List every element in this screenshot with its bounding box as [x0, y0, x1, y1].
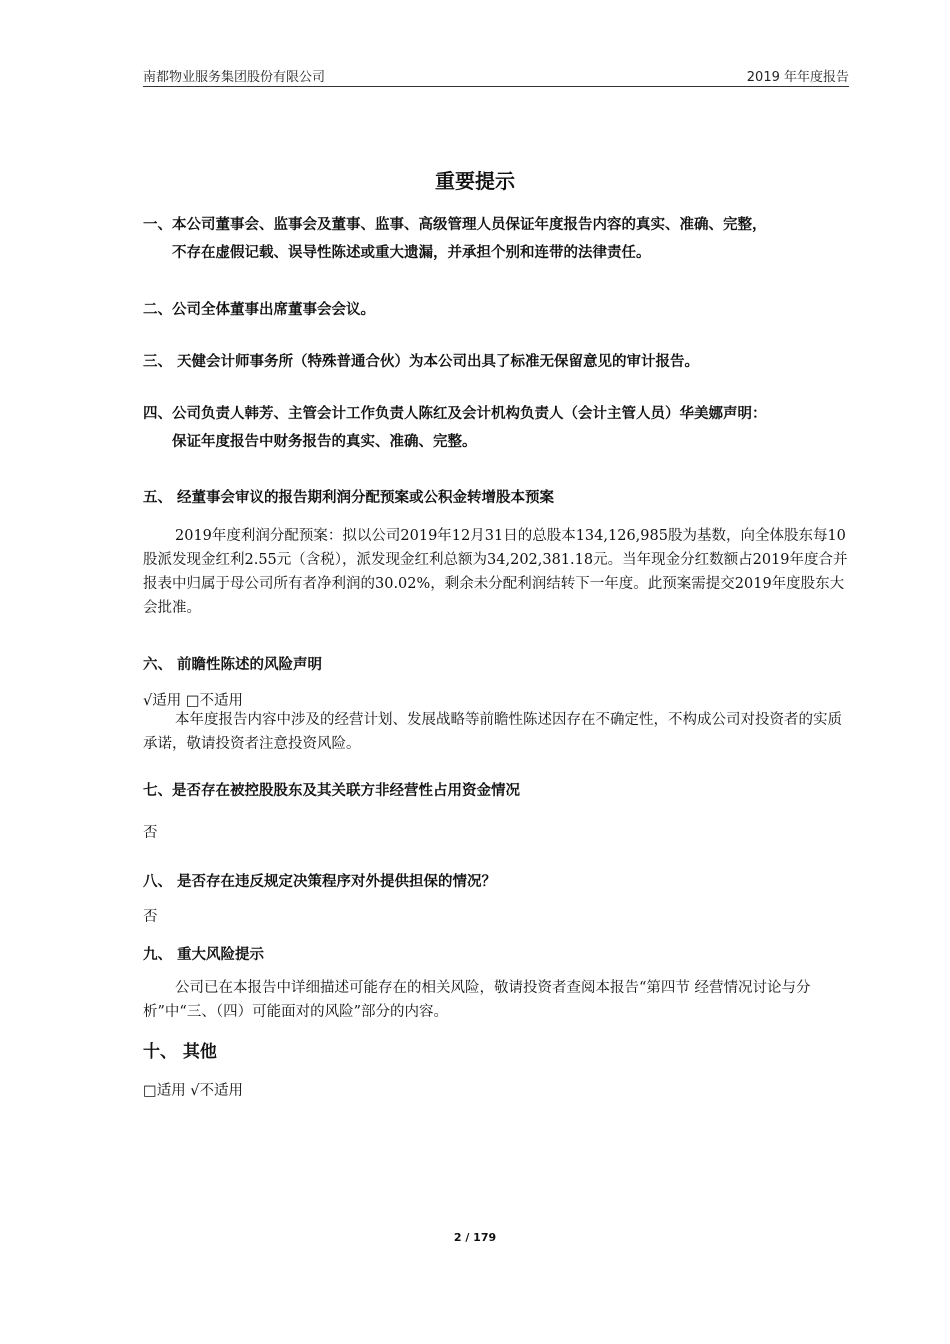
- section-10-applicable: □适用 √不适用: [143, 1083, 244, 1099]
- section-1: [143, 211, 853, 267]
- section-5-body: 2019年度利润分配预案：拟以公司2019年12月31日的总股本134,126,985股为基数，向全体股东每10股派发现金红利2.55元（含税），派发现金红利总额为34,202,381.18元。当年现金分红数额占2019年度合并报表中归属于母公司所有者净利润的30.02%，剩余未分配利润结转下一年度。此预案需提交2019年度股东大会批准。: [143, 528, 848, 616]
- section-8-answer: 否: [143, 909, 158, 925]
- page-number: 2 / 179: [453, 1231, 497, 1244]
- section-6-heading: 六、 前瞻性陈述的风险声明: [143, 657, 323, 673]
- section-6-body: 本年度报告内容中涉及的经营计划、发展战略等前瞻性陈述因存在不确定性，不构成公司对投资者的实质承诺，敬请投资者注意投资风险。: [143, 712, 842, 752]
- section-7-heading: 七、是否存在被控股股东及其关联方非经营性占用资金情况: [143, 783, 520, 799]
- header-company: 南都物业服务集团股份有限公司: [143, 70, 326, 85]
- section-4: [143, 400, 853, 456]
- section-1-line1: 一、本公司董事会、监事会及董事、监事、高级管理人员保证年度报告内容的真实、准确、完整，: [143, 217, 767, 233]
- section-2: 二、公司全体董事出席董事会会议。: [143, 302, 375, 318]
- section-5-heading: 五、 经董事会审议的报告期利润分配预案或公积金转增股本预案: [143, 490, 555, 506]
- section-1-line2: 不存在虚假记载、误导性陈述或重大遗漏，并承担个别和连带的法律责任。: [172, 245, 651, 261]
- section-9-body: 公司已在本报告中详细描述可能存在的相关风险，敬请投资者查阅本报告“第四节 经营情况讨论与分析”中“三、（四）可能面对的风险”部分的内容。: [143, 980, 811, 1020]
- section-3: 三、 天健会计师事务所（特殊普通合伙）为本公司出具了标准无保留意见的审计报告。: [143, 354, 700, 370]
- section-8-heading: 八、 是否存在违反规定决策程序对外提供担保的情况？: [143, 874, 497, 890]
- section-4-line1: 四、公司负责人韩芳、主管会计工作负责人陈红及会计机构负责人（会计主管人员）华美娜声明：: [143, 406, 767, 422]
- section-6-applicable: √适用 □不适用: [143, 693, 244, 709]
- section-7-answer: 否: [143, 825, 158, 841]
- section-10-heading: 十、 其他: [143, 1042, 217, 1062]
- page-title: 重要提示: [435, 169, 515, 193]
- header-report-title: 2019 年年度报告: [746, 70, 849, 85]
- section-4-line2: 保证年度报告中财务报告的真实、准确、完整。: [172, 434, 477, 450]
- section-9-heading: 九、 重大风险提示: [143, 947, 265, 963]
- header-divider: [143, 86, 849, 87]
